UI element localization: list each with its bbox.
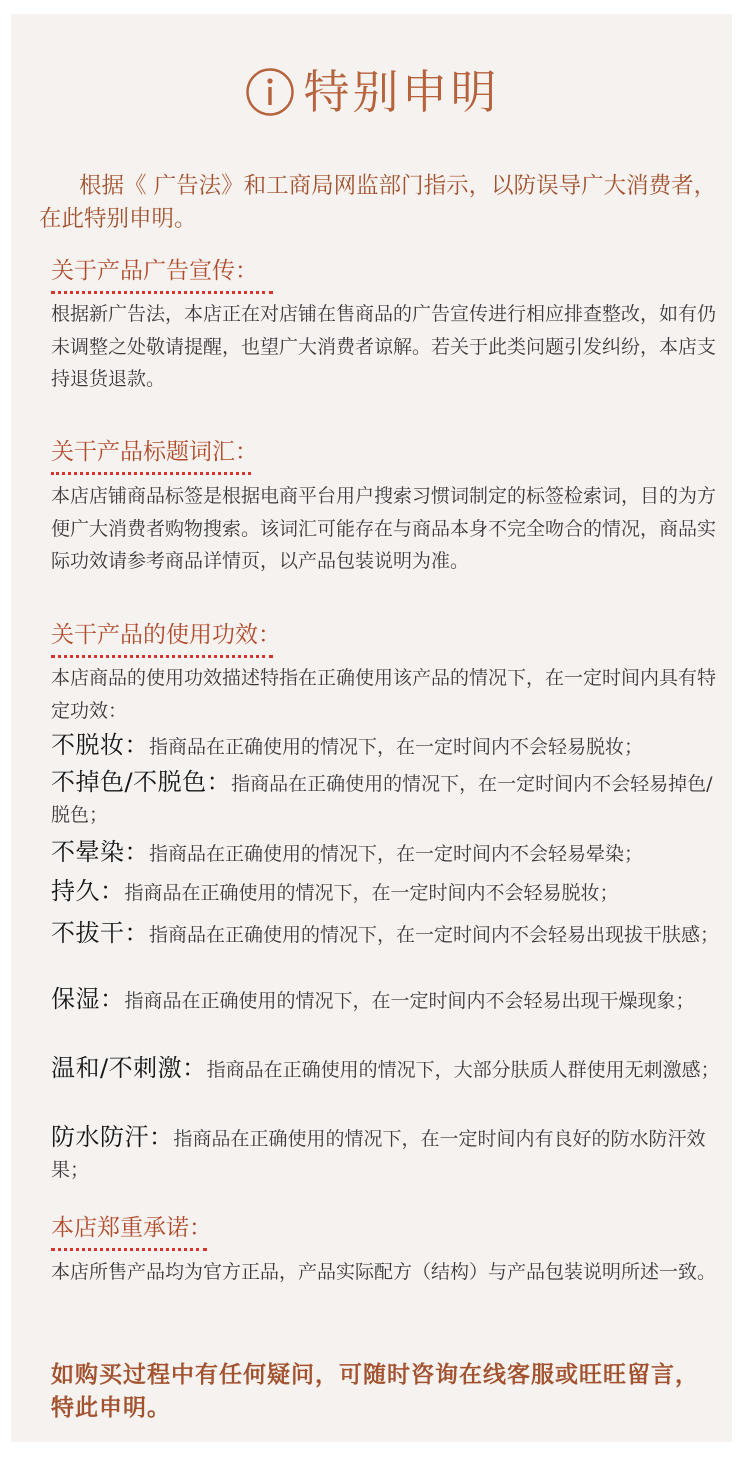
efficacy-desc: 指商品在正确使用的情况下，在一定时间内不会轻易脱妆； xyxy=(124,882,619,904)
section-heading-efficacy xyxy=(51,621,281,658)
dotted-underline xyxy=(51,291,273,294)
efficacy-item xyxy=(51,767,723,831)
info-icon xyxy=(244,66,296,118)
statement-card xyxy=(11,14,732,1442)
efficacy-term: 温和/不刺激： xyxy=(51,1054,207,1082)
efficacy-desc: 指商品在正确使用的情况下，在一定时间内不会轻易出现拔干肤感； xyxy=(149,924,720,946)
efficacy-term: 不晕染： xyxy=(51,838,149,866)
efficacy-desc: 指商品在正确使用的情况下，大部分肤质人群使用无刺激感； xyxy=(206,1059,720,1081)
title-row xyxy=(11,66,732,118)
section-body-efficacy: 本店商品的使用功效描述特指在正确使用该产品的情况下，在一定时间内具有特定功效： xyxy=(51,667,717,722)
section-heading-text: 关干产品标题词汇： xyxy=(51,439,258,465)
efficacy-item xyxy=(51,984,723,1017)
section-heading-text: 关于产品广告宣传： xyxy=(51,258,258,284)
section-heading-text: 本店郑重承诺： xyxy=(51,1215,212,1241)
efficacy-desc: 指商品在正确使用的情况下，在一定时间内不会轻易脱妆； xyxy=(149,736,644,758)
section-heading-title-words xyxy=(51,438,258,475)
efficacy-item xyxy=(51,1122,723,1186)
section-heading-ads xyxy=(51,257,273,294)
closing-statement: 如购买过程中有任何疑问，可随时咨询在线客服或旺旺留言，特此申明。 xyxy=(51,1362,699,1421)
efficacy-desc: 指商品在正确使用的情况下，在一定时间内不会轻易晕染； xyxy=(149,843,644,865)
section-heading-promise xyxy=(51,1214,212,1251)
efficacy-desc: 指商品在正确使用的情况下，在一定时间内有良好的防水防汗效果； xyxy=(51,1128,706,1181)
efficacy-item xyxy=(51,876,723,909)
efficacy-desc: 指商品在正确使用的情况下，在一定时间内不会轻易掉色/脱色； xyxy=(51,773,713,826)
efficacy-term: 不拔干： xyxy=(51,919,149,947)
dotted-underline xyxy=(51,472,251,475)
section-heading-text: 关干产品的使用功效： xyxy=(51,622,281,648)
efficacy-term: 持久： xyxy=(51,877,125,905)
intro-paragraph xyxy=(39,170,725,236)
intro-text: 根据《 广告法》和工商局网监部门指示，以防误导广大消费者，在此特别申明。 xyxy=(39,173,717,232)
efficacy-desc: 指商品在正确使用的情况下，在一定时间内不会轻易出现干燥现象； xyxy=(124,990,695,1012)
page-title: 特别申明 xyxy=(303,65,500,119)
efficacy-term: 防水防汗： xyxy=(51,1123,174,1151)
efficacy-item xyxy=(51,918,723,951)
section-body-title-words: 本店店铺商品标签是根据电商平台用户搜索习惯词制定的标签检索词，目的为方便广大消费者购物搜索。该词汇可能存在与商品本身不完全吻合的情况，商品实际功效请参考商品详情页，以产品包装说明为准。 xyxy=(51,485,717,572)
efficacy-term: 不脱妆： xyxy=(51,731,149,759)
efficacy-term: 保湿： xyxy=(51,985,125,1013)
dotted-underline xyxy=(51,655,273,658)
efficacy-term: 不掉色/不脱色： xyxy=(51,768,232,796)
efficacy-item xyxy=(51,837,723,870)
section-body-promise: 本店所售产品均为官方正品，产品实际配方（结构）与产品包装说明所述一致。 xyxy=(51,1261,717,1283)
efficacy-item xyxy=(51,1053,723,1086)
dotted-underline xyxy=(51,1248,207,1251)
efficacy-item xyxy=(51,730,723,763)
section-body-ads: 根据新广告法，本店正在对店铺在售商品的广告宣传进行相应排查整改，如有仍未调整之处敬请提醒，也望广大消费者谅解。若关于此类问题引发纠纷，本店支持退货退款。 xyxy=(51,303,717,390)
